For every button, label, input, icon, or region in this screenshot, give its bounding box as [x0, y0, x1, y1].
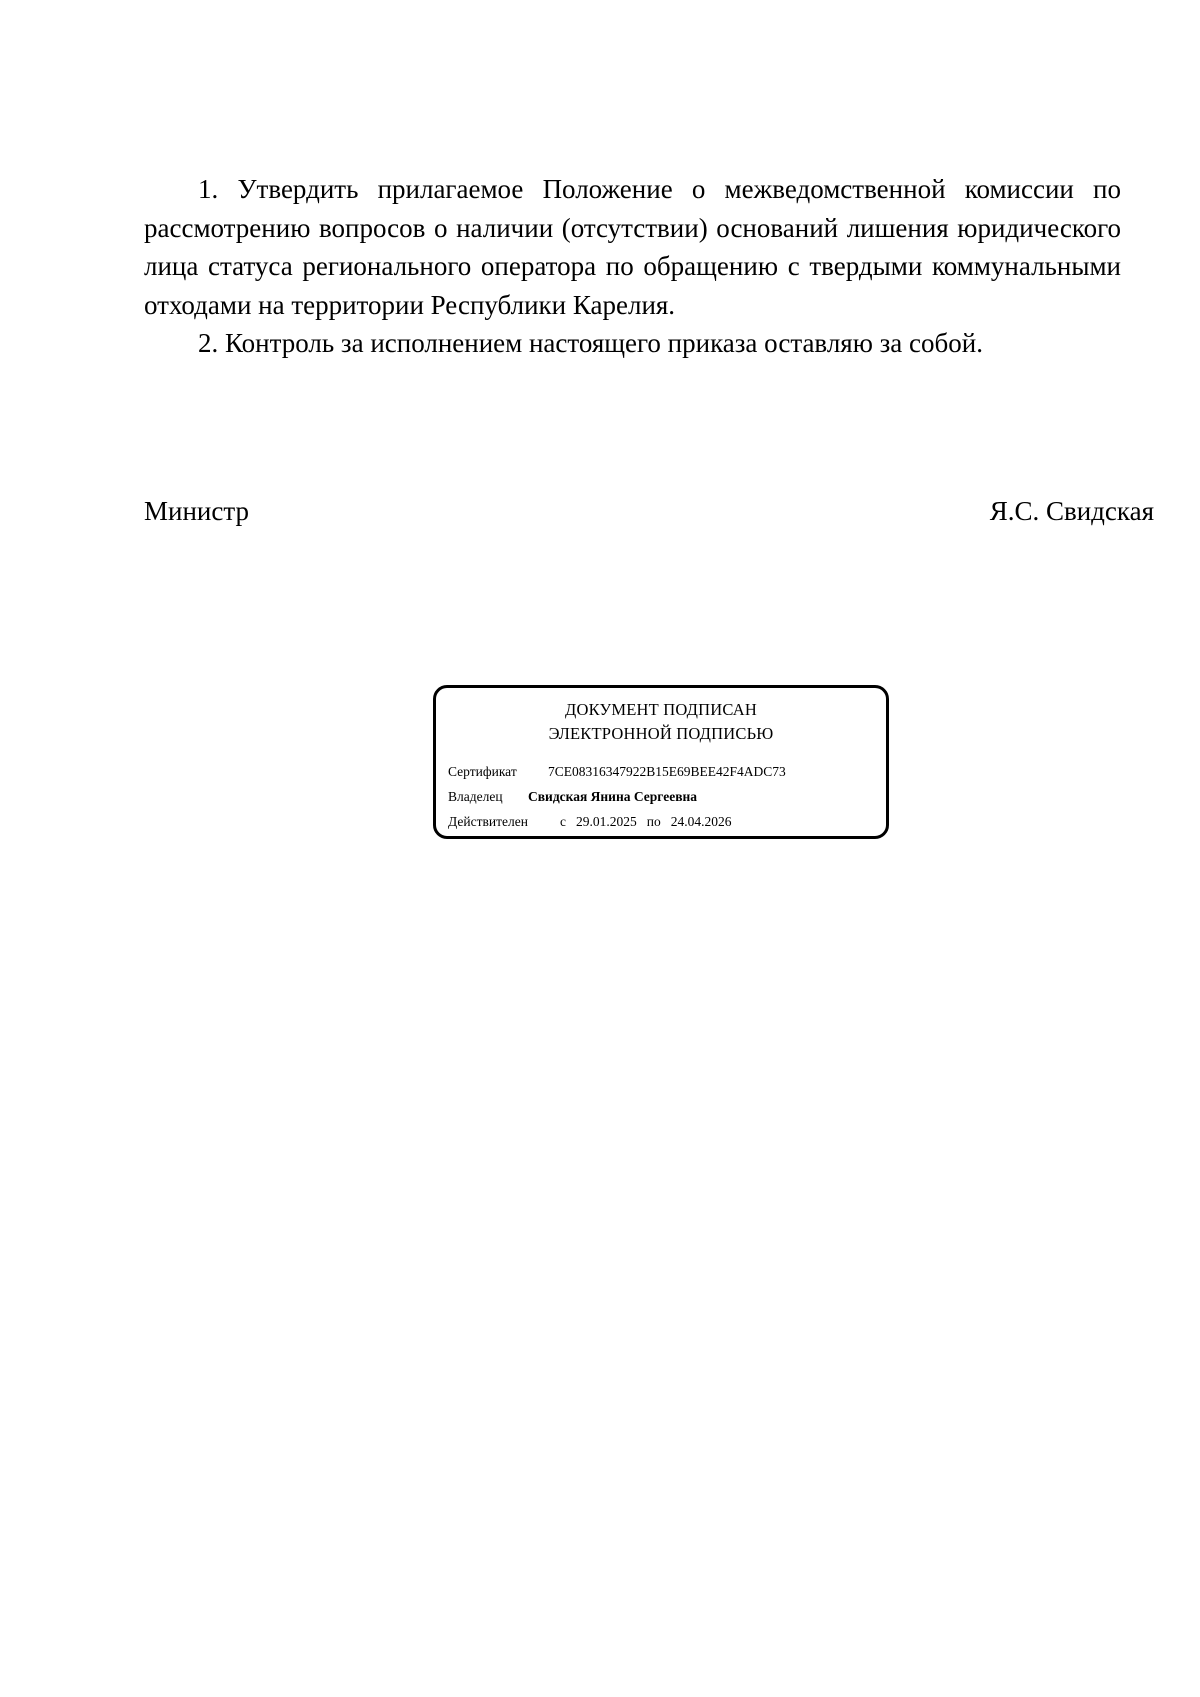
stamp-validity-row [448, 813, 731, 831]
valid-from-prefix: с [560, 814, 566, 829]
certificate-value: 7CE08316347922B15E69BEE42F4ADC73 [548, 764, 786, 779]
certificate-label: Сертификат [448, 764, 517, 779]
stamp-owner-row [448, 788, 697, 806]
owner-value: Свидская Янина Сергеевна [528, 789, 698, 804]
valid-from-date: 29.01.2025 [576, 814, 637, 829]
valid-to-prefix: по [646, 814, 661, 829]
stamp-title-line-2: ЭЛЕКТРОННОЙ ПОДПИСЬЮ [548, 724, 774, 743]
stamp-certificate-row [448, 763, 786, 781]
stamp-title [436, 698, 886, 746]
owner-label: Владелец [448, 789, 503, 804]
validity-label: Действителен [448, 814, 528, 829]
signatory-name: Я.С. Свидская [989, 496, 1154, 526]
paragraph-2: 2. Контроль за исполнением настоящего приказа оставляю за собой. [198, 328, 983, 358]
signature-block [144, 492, 1154, 530]
stamp-title-line-1: ДОКУМЕНТ ПОДПИСАН [565, 700, 757, 719]
paragraph-1: 1. Утвердить прилагаемое Положение о межведомственной комиссии по рассмотрению вопросов о наличии (отсутствии) оснований лишения юридического лица статуса регионального оператора по обращению с твердыми коммунальными отходами на территории Республики Карелия. [144, 174, 1121, 320]
valid-to-date: 24.04.2026 [670, 814, 732, 829]
electronic-signature-stamp [433, 685, 889, 839]
document-body [144, 170, 1121, 363]
signatory-position: Министр [144, 496, 249, 526]
